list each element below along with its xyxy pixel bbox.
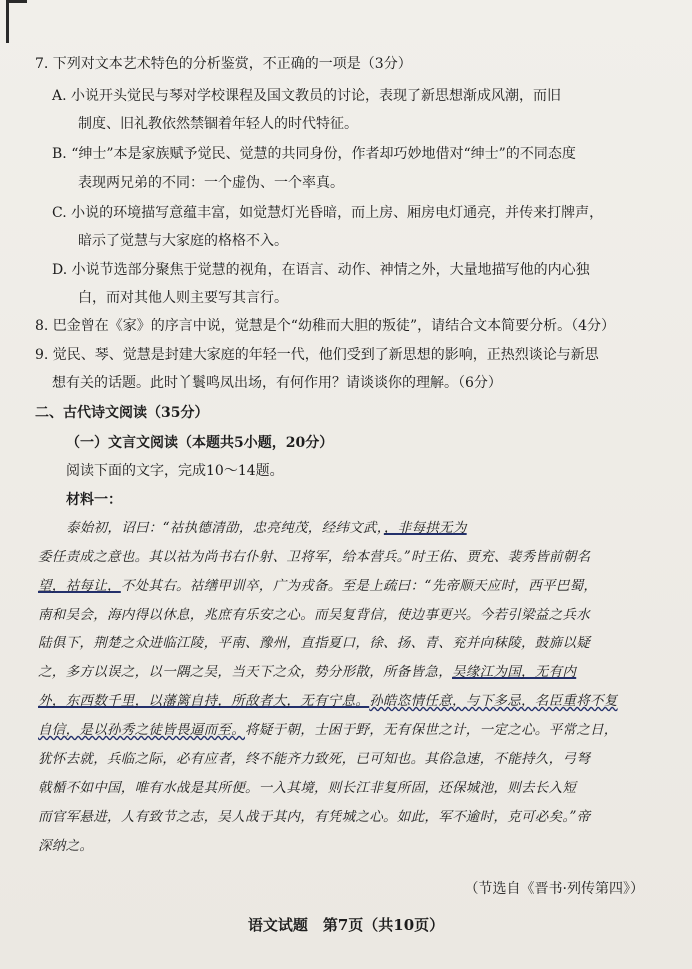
q7-option-a: A. 小说开头觉民与琴对学校课程及国文教员的讨论，表现了新思想渐成风潮，而旧 bbox=[52, 88, 562, 104]
q7-option-d-cont: 白，而对其他人则主要写其言行。 bbox=[78, 290, 288, 306]
classical-text-line: 之，多方以误之，以一隅之吴，当天下之众，势分形散，所备皆急，吴缘江为国，无有内 bbox=[38, 664, 577, 680]
classical-text-line: 犹怀去就，兵临之际，必有应者，终不能齐力致死，已可知也。其俗急速，不能持久，弓弩 bbox=[38, 751, 590, 767]
reading-instruction: 阅读下面的文字，完成10～14题。 bbox=[66, 463, 284, 479]
page-footer: 语文试题 第7页（共10页） bbox=[247, 916, 445, 934]
handwritten-underline: 吴缘江为国，无有内 bbox=[452, 664, 577, 680]
classical-text-line: 陆俱下，荆楚之众进临江陵，平南、豫州，直指夏口，徐、扬、青、兖并向秣陵，鼓旆以疑 bbox=[38, 635, 590, 651]
q7-option-a-cont: 制度、旧礼教依然禁锢着年轻人的时代特征。 bbox=[78, 116, 358, 132]
subsection-1-heading: （一）文言文阅读（本题共5小题，20分） bbox=[66, 435, 334, 451]
classical-text-line: 望，祜每让，不处其右。祜缮甲训卒，广为戎备。至是上疏曰：“先帝顺天应时，西平巴蜀， bbox=[38, 578, 598, 594]
handwritten-underline: ，非每拱无为 bbox=[383, 520, 467, 536]
classical-text-line: 南和吴会，海内得以休息，兆庶有乐安之心。而吴复背信，使边事更兴。今若引梁益之兵水 bbox=[38, 607, 590, 623]
scan-corner-mark bbox=[6, 0, 27, 43]
q7-option-c: C. 小说的环境描写意蕴丰富，如觉慧灯光昏暗，而上房、厢房电灯通亮，并传来打牌声， bbox=[52, 205, 604, 221]
section-2-heading: 二、古代诗文阅读（35分） bbox=[35, 405, 209, 421]
handwritten-underline: 外，东西数千里，以藩篱自持，所敌者大，无有宁息。 bbox=[38, 693, 370, 709]
material-1-label: 材料一： bbox=[66, 492, 122, 508]
q7-option-c-cont: 暗示了觉慧与大家庭的格格不入。 bbox=[78, 233, 288, 249]
classical-text-line: 委任责成之意也。其以祜为尚书右仆射、卫将军，给本营兵。”时王佑、贾充、裴秀皆前朝名 bbox=[38, 549, 591, 565]
classical-text-line: 泰始初，诏曰：“祜执德清劭，忠亮纯茂，经纬文武，，非每拱无为 bbox=[66, 520, 467, 536]
q7-option-b-cont: 表现两兄弟的不同：一个虚伪、一个率真。 bbox=[78, 175, 344, 191]
classical-text-line: 深纳之。 bbox=[38, 838, 94, 854]
question-8: 8. 巴金曾在《家》的序言中说，觉慧是个“幼稚而大胆的叛徒”，请结合文本简要分析。（4分） bbox=[35, 318, 616, 334]
question-9-cont: 想有关的话题。此时丫鬟鸣凤出场，有何作用？请谈谈你的理解。（6分） bbox=[52, 375, 502, 391]
classical-text-line: 而官军悬进，人有致节之志，吴人战于其内，有凭城之心。如此，军不逾时，克可必矣。”帝 bbox=[38, 809, 591, 825]
handwritten-underline: 望，祜每让， bbox=[38, 578, 121, 594]
question-9: 9. 觉民、琴、觉慧是封建大家庭的年轻一代，他们受到了新思想的影响，正热烈谈论与新思 bbox=[35, 347, 599, 363]
question-7-stem: 7. 下列对文本艺术特色的分析鉴赏，不正确的一项是（3分） bbox=[35, 56, 412, 72]
handwritten-wavy-underline: 孙皓恣情任意，与下多忌，名臣重将不复 bbox=[369, 693, 618, 709]
handwritten-wavy-underline: 自信，是以孙秀之徒皆畏逼而至。 bbox=[38, 722, 245, 738]
q7-option-b: B. “绅士”本是家族赋予觉民、觉慧的共同身份，作者却巧妙地借对“绅士”的不同态度 bbox=[52, 146, 576, 162]
classical-text-line: 自信，是以孙秀之徒皆畏逼而至。将疑于朝，士困于野，无有保世之计，一定之心。平常之日， bbox=[38, 722, 618, 738]
q7-option-d: D. 小说节选部分聚焦于觉慧的视角，在语言、动作、神情之外，大量地描写他的内心独 bbox=[52, 262, 590, 278]
passage-source: （节选自《晋书·列传第四》） bbox=[464, 881, 644, 897]
classical-text-line bbox=[38, 691, 618, 711]
classical-text-line: 戟楯不如中国，唯有水战是其所便。一入其境，则长江非复所固，还保城池，则去长入短 bbox=[38, 780, 577, 796]
